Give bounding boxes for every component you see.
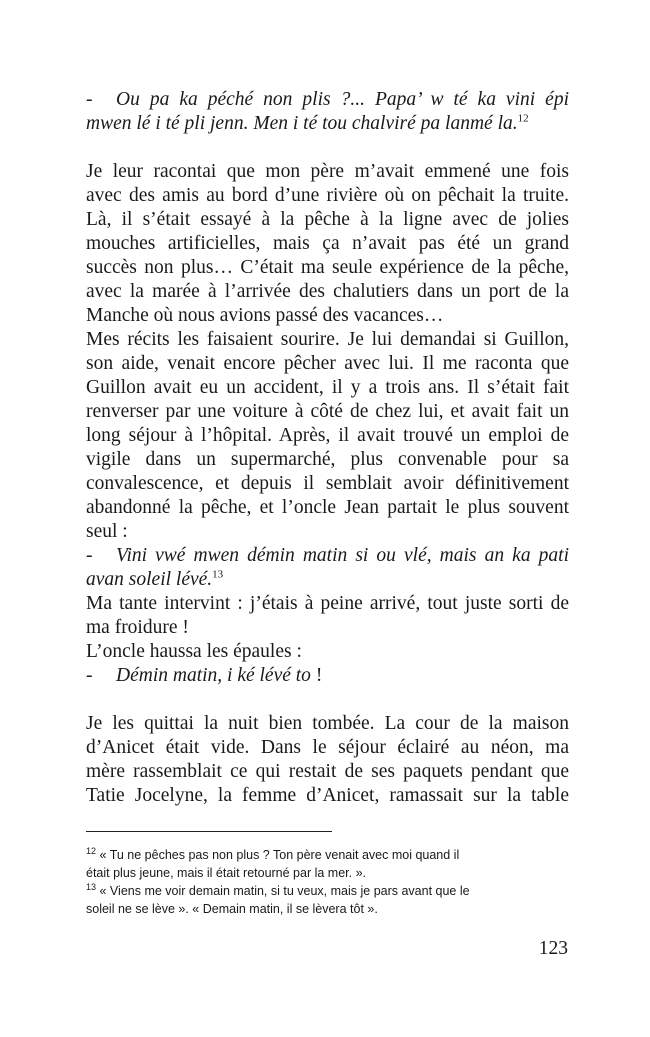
text-line: Je leur racontai que mon père m’avait emmené une fois [86,161,569,182]
dialogue-2-line-2: avan soleil lévé.$^{13}$ [86,568,224,590]
dialogue-1-line-1: - Ou pa ka péché non plis ?... Papa’ w té ka vini épi [86,89,569,110]
text-line: mère rassemblait ce qui restait de ses paquets pendant que [86,761,569,782]
text-line: d’Anicet était vide. Dans le séjour éclairé au néon, ma [86,737,569,758]
dialogue-1-line-2: mwen lé i té pli jenn. Men i té tou chalviré pa lanmé la.$^{12}$ [86,112,529,134]
text-line: abandonné la pêche, et l’oncle Jean partait le plus souvent [86,497,569,518]
text-line: avec la marée à l’arrivée des chalutiers dans un port de la [86,281,569,302]
text-line: Mes récits les faisaient sourire. Je lui demandai si Guillon, [86,329,569,350]
text-line: Tatie Jocelyne, la femme d’Anicet, ramassait sur la table [86,785,569,806]
text-line: Là, il s’était essayé à la pêche à la ligne avec de jolies [86,209,569,230]
text-line: long séjour à l’hôpital. Après, il avait trouvé un emploi de [86,425,569,446]
text-line: avec des amis au bord d’une rivière où on pêchait la truite. [86,185,569,206]
footnote-12-line-1: $^{12}$ « Tu ne pêches pas non plus ? Ton père venait avec moi quand il [86,845,460,862]
dialogue-2-line-1: - Vini vwé mwen démin matin si ou vlé, mais an ka pati [86,545,569,566]
text-line: succès non plus… C’était ma seule expérience de la pêche, [86,257,569,278]
page-number: 123 [538,938,568,959]
text-line: Je les quittai la nuit bien tombée. La cour de la maison [86,713,569,734]
text-line: son aide, venait encore pêcher avec lui. Il me raconta que [86,353,569,374]
dialogue-3: - Démin matin, i ké lévé to ! [86,665,323,686]
text-line: Ma tante intervint : j’étais à peine arrivé, tout juste sorti de [86,593,569,614]
footnote-13-line-1: $^{13}$ « Viens me voir demain matin, si tu veux, mais je pars avant que le [86,881,470,898]
footnote-divider [86,831,332,832]
text-line: mouches artificielles, mais ça n’avait pas été un grand [86,233,569,254]
text-line: convalescence, et depuis il semblait avoir définitivement [86,473,569,494]
footnote-13-line-2: soleil ne se lève ». « Demain matin, il se lèvera tôt ». [86,902,378,916]
footnote-ref-12: 12 [517,112,529,125]
footnote-12-line-2: était plus jeune, mais il était retourné par la mer. ». [86,866,367,880]
footnote-ref-13: 13 [212,568,224,581]
text-line: seul : [86,521,128,542]
text-line: renverser par une voiture à côté de chez lui, et avait fait un [86,401,569,422]
text-line: ma froidure ! [86,617,189,638]
text-line: vigile dans un supermarché, plus convenable pour sa [86,449,569,470]
text-line: L’oncle haussa les épaules : [86,641,302,662]
text-line: Guillon avait eu un accident, il y a trois ans. Il s’était fait [86,377,569,398]
text-line: Manche où nous avions passé des vacances… [86,305,444,326]
